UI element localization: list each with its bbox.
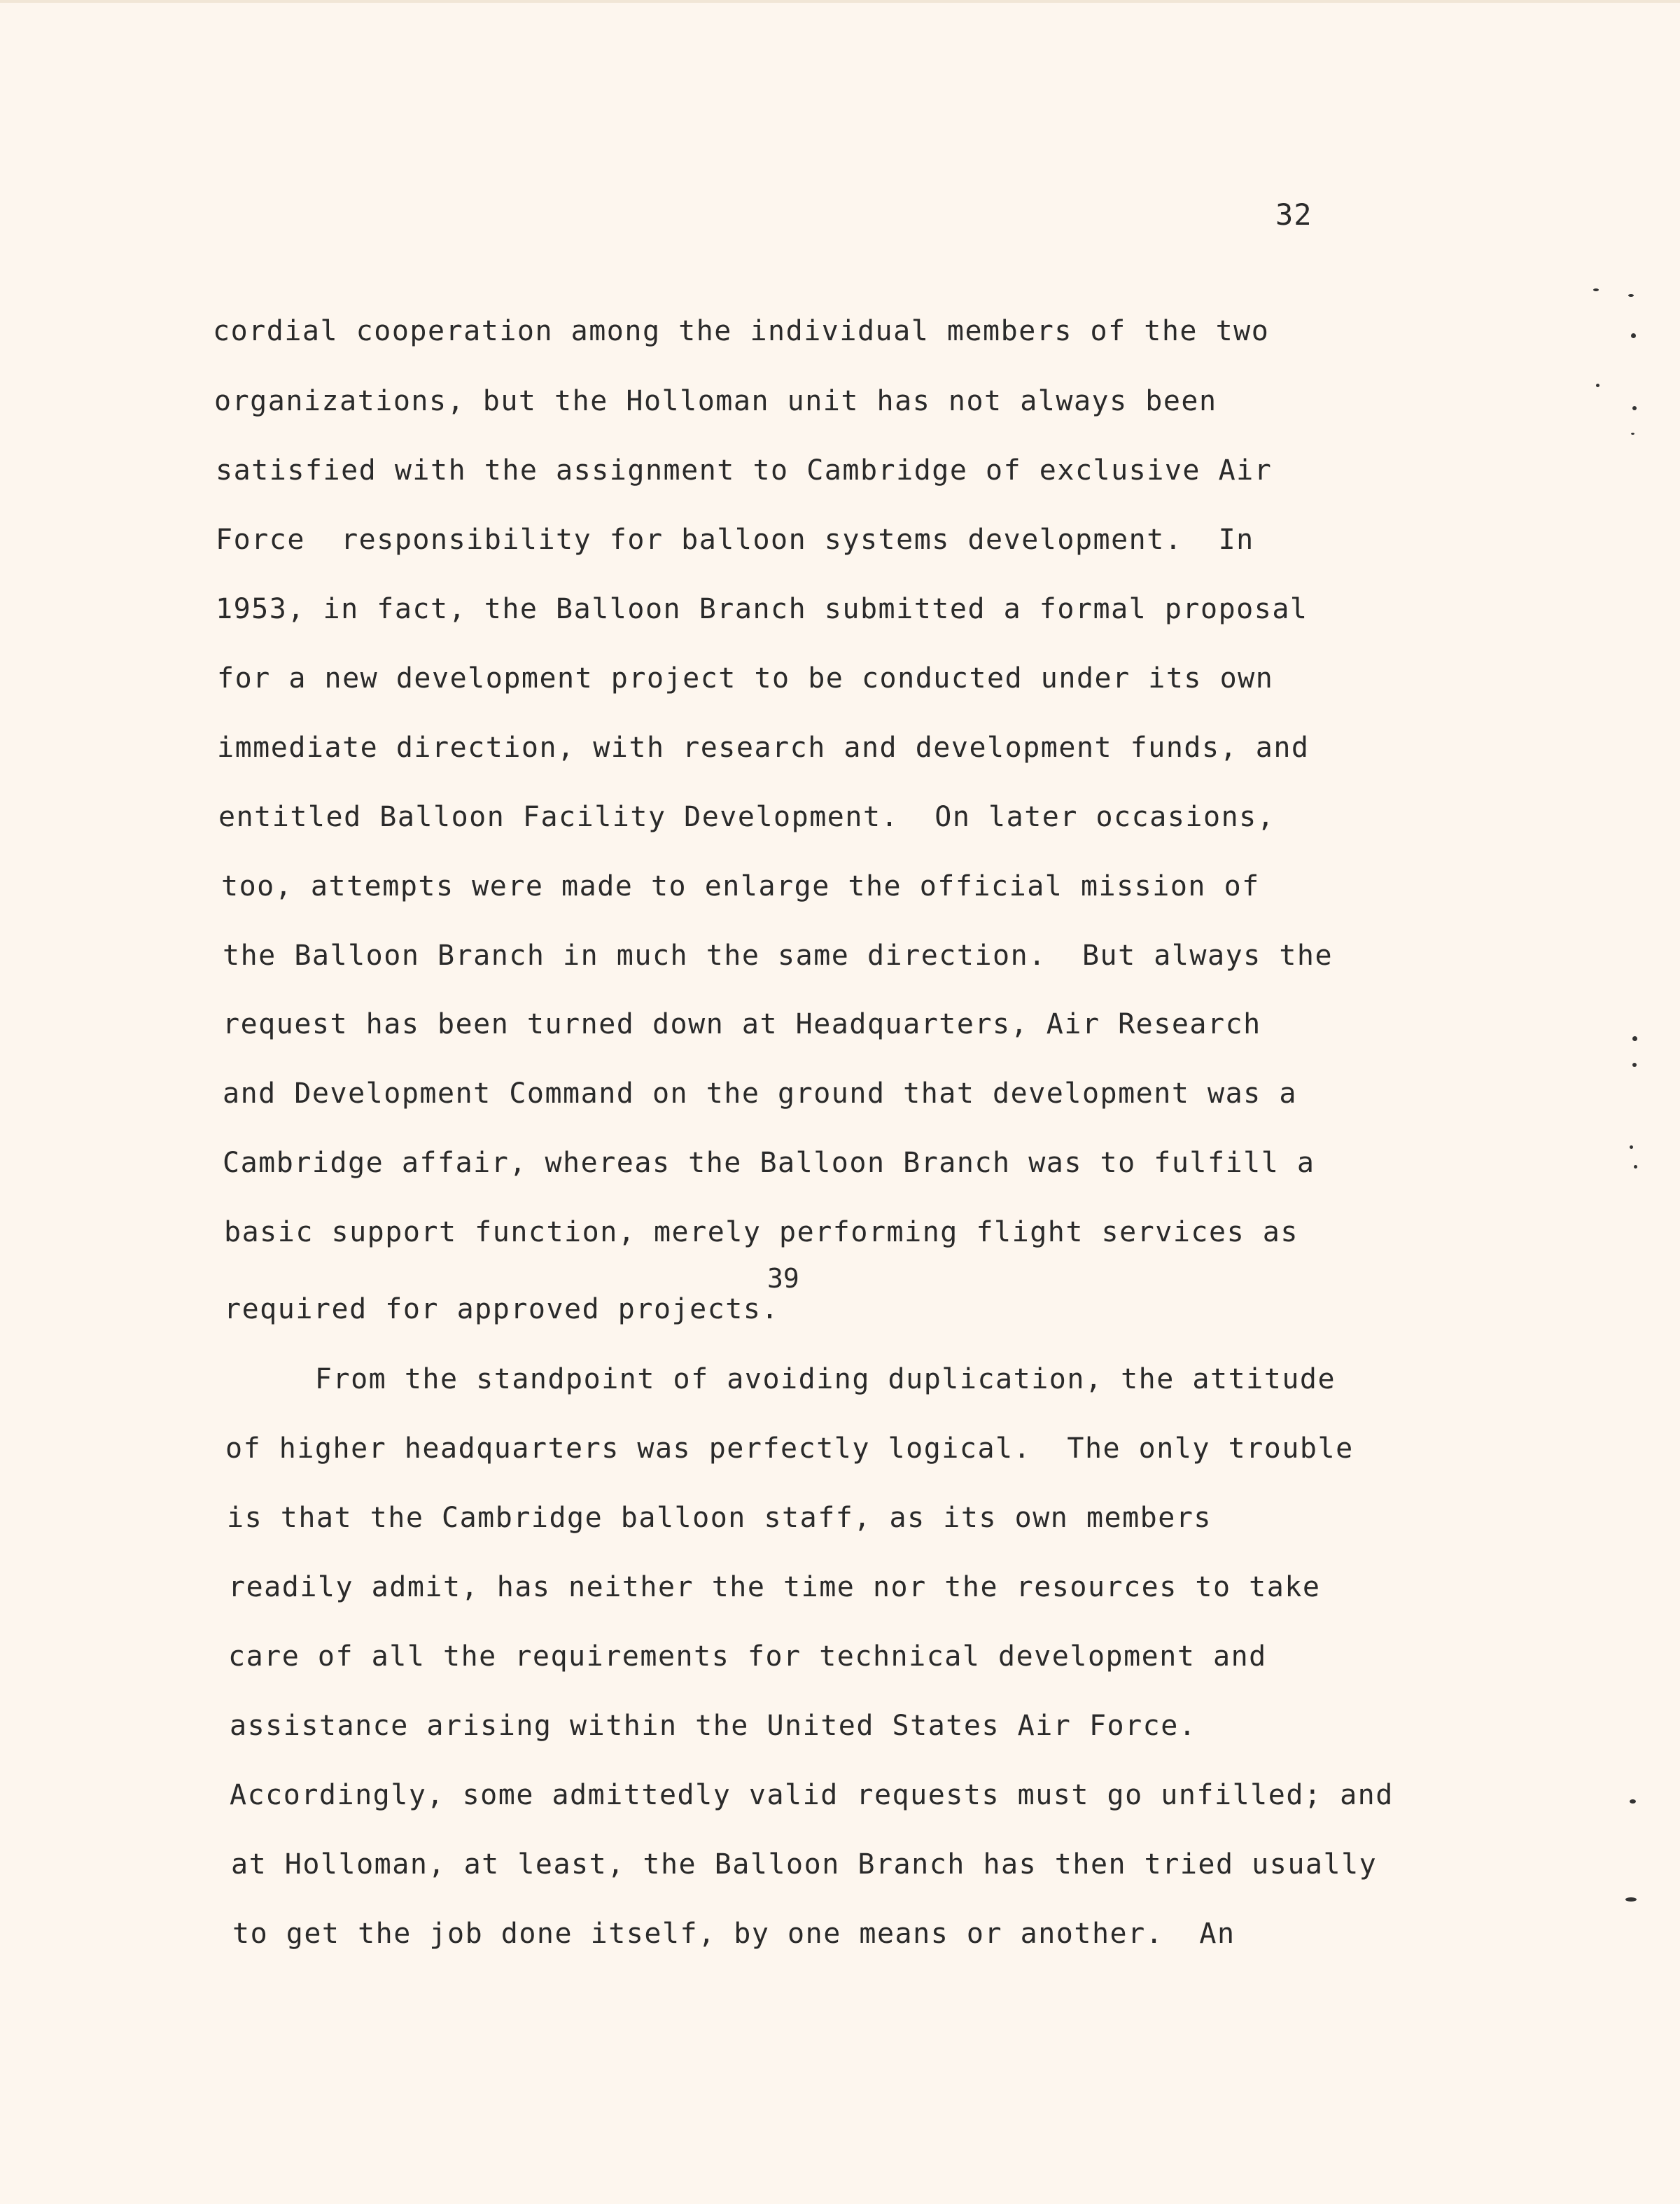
page-top-edge xyxy=(0,0,1680,3)
scan-mark xyxy=(1634,1165,1637,1169)
scan-mark xyxy=(1628,294,1634,297)
page-number: 32 xyxy=(1275,197,1312,232)
scan-mark xyxy=(1631,333,1636,338)
text-line: of higher headquarters was perfectly logical. The only trouble xyxy=(225,1432,1354,1465)
scan-mark xyxy=(1632,1036,1637,1041)
text-line: Cambridge affair, whereas the Balloon Branch was to fulfill a xyxy=(223,1147,1315,1179)
scan-mark xyxy=(1593,288,1599,291)
text-line: immediate direction, with research and development funds, and xyxy=(217,732,1310,764)
text-line: for a new development project to be conducted under its own xyxy=(217,662,1274,695)
text-line: basic support function, merely performing flight services as xyxy=(224,1216,1298,1248)
text-line: readily admit, has neither the time nor the resources to take xyxy=(228,1571,1321,1603)
text-line: required for approved projects. xyxy=(224,1293,780,1325)
scan-mark xyxy=(1625,1897,1637,1902)
footnote-reference: 39 xyxy=(767,1263,799,1294)
text-line: assistance arising within the United States Air Force. xyxy=(230,1710,1197,1742)
text-line: request has been turned down at Headquarters, Air Research xyxy=(223,1008,1261,1040)
scan-mark xyxy=(1630,1799,1636,1804)
text-line: the Balloon Branch in much the same direction. But always the xyxy=(223,940,1334,972)
text-line: Force responsibility for balloon systems development. In xyxy=(216,524,1254,556)
text-line: is that the Cambridge balloon staff, as its own members xyxy=(227,1502,1212,1534)
text-line: Accordingly, some admittedly valid requests must go unfilled; and xyxy=(230,1779,1394,1811)
text-line: care of all the requirements for technical development and xyxy=(228,1640,1267,1673)
scan-mark xyxy=(1630,1145,1633,1149)
text-line: entitled Balloon Facility Development. On later occasions, xyxy=(218,801,1275,833)
scan-mark xyxy=(1596,384,1600,387)
text-line: to get the job done itself, by one means or another. An xyxy=(232,1918,1236,1950)
scan-mark xyxy=(1632,406,1637,410)
text-line: and Development Command on the ground that development was a xyxy=(223,1077,1297,1110)
text-line: organizations, but the Holloman unit has not always been xyxy=(214,385,1217,417)
scan-mark xyxy=(1631,433,1634,435)
text-line: From the standpoint of avoiding duplication, the attitude xyxy=(225,1363,1336,1395)
scan-mark xyxy=(1632,1063,1637,1067)
text-line: at Holloman, at least, the Balloon Branch has then tried usually xyxy=(231,1848,1378,1881)
text-line: 1953, in fact, the Balloon Branch submitted a formal proposal xyxy=(216,593,1308,625)
text-line: cordial cooperation among the individual members of the two xyxy=(213,315,1270,347)
text-line: satisfied with the assignment to Cambridge of exclusive Air xyxy=(216,454,1273,487)
text-line: too, attempts were made to enlarge the official mission of xyxy=(221,870,1260,902)
